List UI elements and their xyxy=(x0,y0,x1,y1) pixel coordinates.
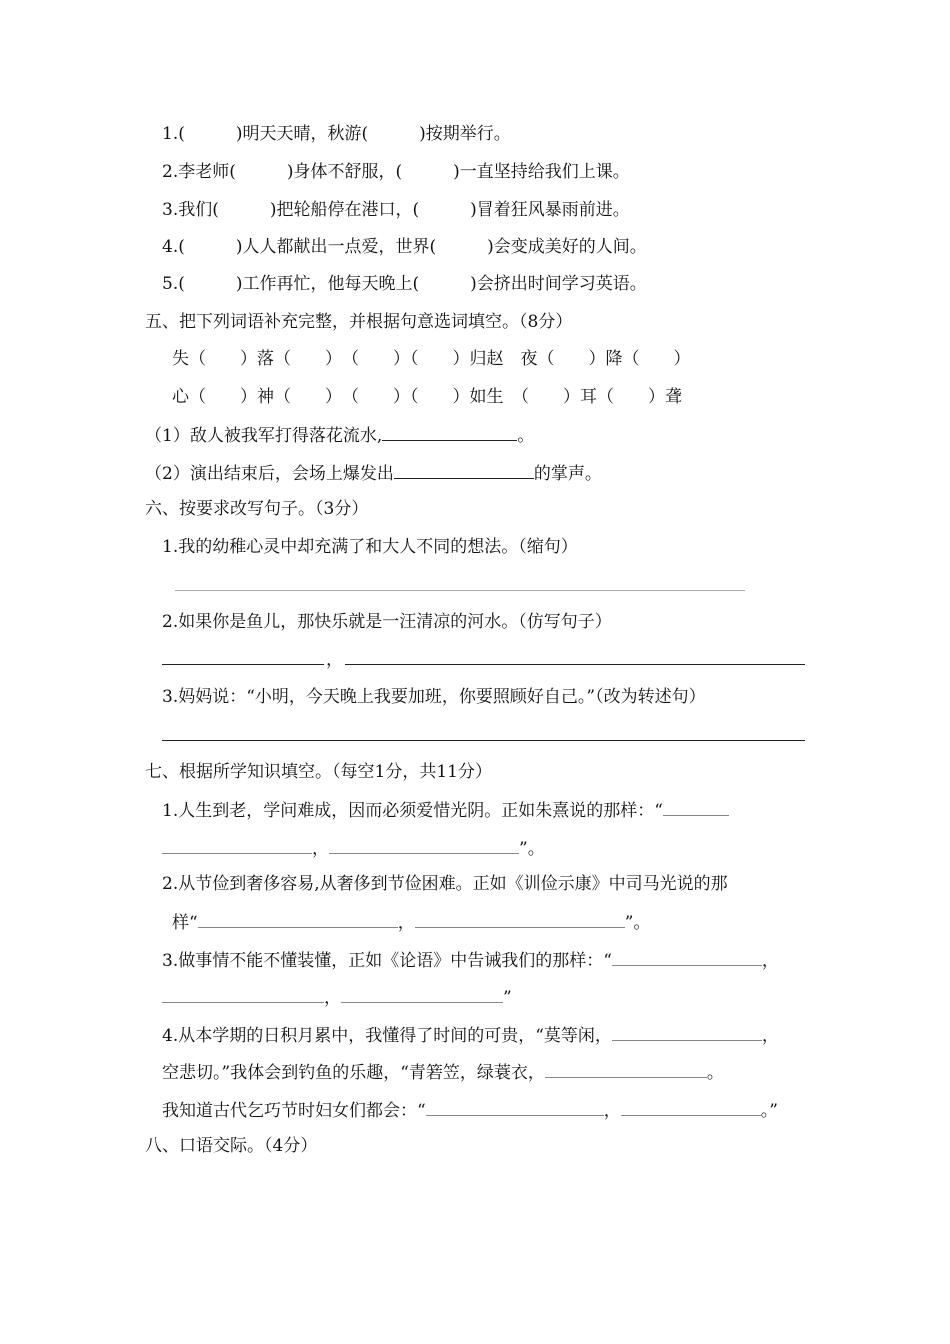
question-7-3-text: 3.做事情不能不懂装懂，正如《论语》中告诫我们的那样：“ xyxy=(162,951,612,971)
answer-blank[interactable] xyxy=(612,1022,762,1041)
question-7-4-cont-2 xyxy=(162,1097,778,1123)
question-6-2: 2.如果你是鱼儿，那快乐就是一汪清凉的河水。（仿写句子） xyxy=(162,612,612,632)
question-7-4 xyxy=(162,1022,779,1048)
comma: ， xyxy=(761,1026,779,1046)
question-4-1: 1.( )明天天晴，秋游( )按期举行。 xyxy=(162,124,511,144)
answer-line[interactable] xyxy=(162,664,324,665)
answer-line[interactable] xyxy=(162,740,805,741)
question-7-4-text: 4.从本学期的日积月累中，我懂得了时间的可贵，“莫等闲， xyxy=(162,1026,612,1046)
comma: ， xyxy=(324,988,341,1008)
answer-blank[interactable] xyxy=(426,1097,604,1116)
answer-blank[interactable] xyxy=(621,1097,761,1116)
question-7-4-text-3: 我知道古代乞巧节时妇女们都会：“ xyxy=(162,1101,426,1121)
question-7-1 xyxy=(162,797,729,823)
quote-end: ” xyxy=(503,988,512,1008)
sentence-5-1-text: （1）敌人被我军打得落花流水, xyxy=(145,426,383,446)
comma: ， xyxy=(312,839,329,859)
period: 。 xyxy=(706,1063,724,1083)
section-5-title: 五、把下列词语补充完整，并根据句意选词填空。（8分） xyxy=(145,312,573,332)
question-7-1-text: 1.人生到老，学问难成，因而必须爱惜光阴。正如朱熹说的那样：“ xyxy=(162,801,663,821)
question-4-3: 3.我们( )把轮船停在港口，( )冒着狂风暴雨前进。 xyxy=(162,200,630,220)
comma: ， xyxy=(397,913,415,933)
sentence-5-2-end: 的掌声。 xyxy=(533,464,602,484)
question-6-1: 1.我的幼稚心灵中却充满了和大人不同的想法。（缩句） xyxy=(162,537,578,557)
answer-line[interactable] xyxy=(175,590,745,591)
answer-blank[interactable] xyxy=(382,422,517,441)
question-7-1-cont xyxy=(162,835,545,861)
sentence-5-1 xyxy=(145,422,534,448)
answer-blank[interactable] xyxy=(341,984,503,1003)
question-7-2: 2.从节俭到奢侈容易,从奢侈到节俭困难。正如《训俭示康》中司马光说的那 xyxy=(162,874,728,894)
question-7-4-text-2: 空悲切。”我体会到钓鱼的乐趣，“青箬笠，绿蓑衣， xyxy=(162,1063,545,1083)
question-6-3: 3.妈妈说：“小明，今天晚上我要加班，你要照顾好自己。”（改为转述句） xyxy=(162,687,706,707)
question-7-2-cont xyxy=(172,909,650,935)
answer-blank[interactable] xyxy=(162,984,324,1003)
quote-end: ”。 xyxy=(624,913,651,933)
answer-blank[interactable] xyxy=(612,947,762,966)
section-6-title: 六、按要求改写句子。（3分） xyxy=(145,499,369,519)
comma: ， xyxy=(761,951,779,971)
question-4-2: 2.李老师( )身体不舒服，( )一直坚持给我们上课。 xyxy=(162,162,630,182)
quote-end: 。” xyxy=(760,1101,778,1121)
quote-open: 样“ xyxy=(172,913,198,933)
section-7-title: 七、根据所学知识填空。（每空1分，共11分） xyxy=(145,762,492,782)
idiom-row-2: 心（ ）神（ ） （ ）（ ）如生 （ ）耳（ ）聋 xyxy=(172,387,682,407)
answer-blank[interactable] xyxy=(329,835,519,854)
answer-blank[interactable] xyxy=(663,797,729,816)
quote-end: ”。 xyxy=(519,839,545,859)
section-8-title: 八、口语交际。（4分） xyxy=(145,1136,318,1156)
sentence-5-1-end: 。 xyxy=(517,426,535,446)
answer-blank[interactable] xyxy=(394,460,534,479)
question-7-3 xyxy=(162,947,779,973)
question-4-5: 5.( )工作再忙，他每天晚上( )会挤出时间学习英语。 xyxy=(162,274,647,294)
answer-blank[interactable] xyxy=(198,909,398,928)
answer-blank[interactable] xyxy=(545,1059,707,1078)
answer-blank[interactable] xyxy=(415,909,625,928)
idiom-row-1: 失（ ）落（ ） （ ）（ ）归赵 夜（ ）降（ ） xyxy=(172,349,691,369)
question-4-4: 4.( )人人都献出一点爱，世界( )会变成美好的人间。 xyxy=(162,237,647,257)
answer-line[interactable] xyxy=(345,664,805,665)
sentence-5-2 xyxy=(145,460,602,486)
comma: ， xyxy=(603,1101,621,1121)
sentence-5-2-text: （2）演出结束后，会场上爆发出 xyxy=(145,464,394,484)
question-7-4-cont xyxy=(162,1059,724,1085)
question-7-3-cont xyxy=(162,984,512,1010)
answer-blank[interactable] xyxy=(162,835,312,854)
comma: ， xyxy=(326,650,343,670)
